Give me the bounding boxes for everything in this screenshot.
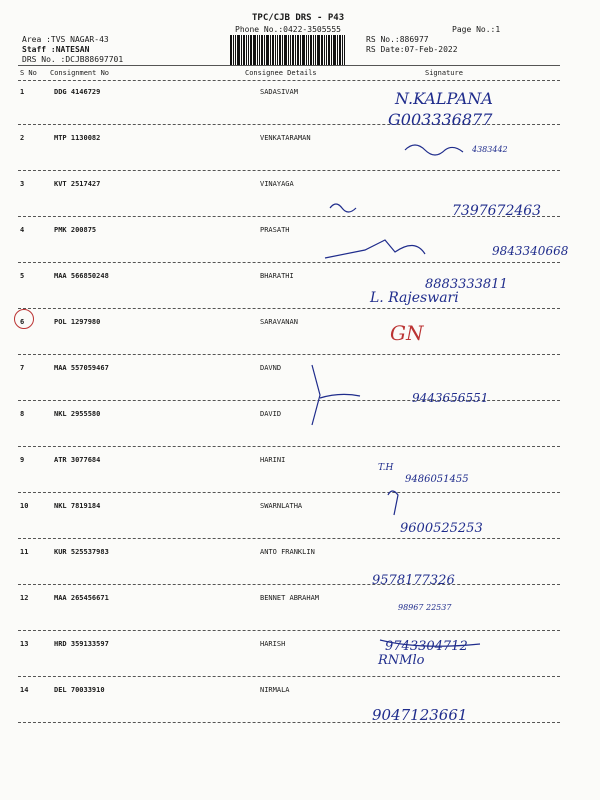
col-consignment: Consignment No bbox=[50, 69, 110, 77]
row-divider bbox=[18, 630, 560, 631]
row-divider bbox=[18, 722, 560, 723]
row-9-signature-initials: T.H bbox=[378, 463, 394, 473]
row-5-signature-phone: 8883333811 bbox=[425, 277, 508, 292]
rs-number: RS No.:886977 bbox=[366, 35, 429, 44]
serial-number: 9 bbox=[20, 456, 25, 464]
serial-number: 6 bbox=[20, 318, 25, 326]
row-10-signature: 9600525253 bbox=[400, 521, 483, 536]
consignee-name: HARINI bbox=[260, 456, 286, 464]
consignment-number: POL 1297980 bbox=[54, 318, 101, 326]
serial-number: 8 bbox=[20, 410, 25, 418]
consignment-number: KUR 525537983 bbox=[54, 548, 109, 556]
serial-number: 3 bbox=[20, 180, 25, 188]
serial-number: 11 bbox=[20, 548, 29, 556]
consignment-number: PMK 200875 bbox=[54, 226, 97, 234]
consignment-number: DEL 70033910 bbox=[54, 686, 105, 694]
consignment-number: MAA 566850248 bbox=[54, 272, 109, 280]
serial-number: 10 bbox=[20, 502, 29, 510]
row-divider bbox=[18, 676, 560, 677]
row-11-signature: 9578177326 bbox=[372, 573, 455, 588]
serial-number: 13 bbox=[20, 640, 29, 648]
table-row bbox=[0, 638, 600, 684]
consignee-name: VENKATARAMAN bbox=[260, 134, 311, 142]
row-divider bbox=[18, 400, 560, 401]
consignee-name: DAVID bbox=[260, 410, 282, 418]
consignment-number: MAA 265456671 bbox=[54, 594, 109, 602]
row-5-signature-name: L. Rajeswari bbox=[370, 290, 459, 306]
row-9-signature-phone: 9486051455 bbox=[405, 474, 469, 485]
serial-number: 5 bbox=[20, 272, 25, 280]
consignment-number: MAA 557059467 bbox=[54, 364, 109, 372]
staff-label: Staff :NATESAN bbox=[22, 45, 90, 54]
consignee-name: SADASIVAM bbox=[260, 88, 298, 96]
phone-number: Phone No.:0422-3505555 bbox=[235, 25, 341, 34]
table-row bbox=[0, 454, 600, 500]
row-13-signature-phone: 9743304712 bbox=[385, 639, 468, 654]
table-row bbox=[0, 684, 600, 730]
row-divider bbox=[18, 216, 560, 217]
consignee-name: ANTO FRANKLIN bbox=[260, 548, 315, 556]
table-row bbox=[0, 546, 600, 592]
table-row bbox=[0, 408, 600, 454]
consignee-name: BENNET ABRAHAM bbox=[260, 594, 320, 602]
area-label: Area :TVS NAGAR-43 bbox=[22, 35, 109, 44]
table-row bbox=[0, 178, 600, 224]
consignment-number: NKL 7819184 bbox=[54, 502, 101, 510]
table-row bbox=[0, 224, 600, 270]
drs-number: DRS No. :DCJB88697701 bbox=[22, 55, 124, 64]
consignee-name: NIRMALA bbox=[260, 686, 290, 694]
row-divider bbox=[18, 170, 560, 171]
serial-number: 4 bbox=[20, 226, 25, 234]
consignee-name: BHARATHI bbox=[260, 272, 294, 280]
header-rule bbox=[18, 65, 560, 66]
row-7-8-signature: 9443656551 bbox=[412, 391, 489, 405]
row-14-signature: 9047123661 bbox=[372, 706, 468, 724]
page-number: Page No.:1 bbox=[452, 25, 501, 34]
consignment-number: KVT 2517427 bbox=[54, 180, 101, 188]
row-13-signature-name: RNMlo bbox=[378, 653, 425, 668]
row-divider bbox=[18, 492, 560, 493]
row-2-signature: 4383442 bbox=[472, 145, 508, 154]
consignment-number: NKL 2955580 bbox=[54, 410, 101, 418]
row-4-signature: 9843340668 bbox=[492, 244, 569, 258]
row-divider bbox=[18, 262, 560, 263]
sheet-title: TPC/CJB DRS - P43 bbox=[252, 13, 345, 23]
row-3-signature: 7397672463 bbox=[452, 203, 542, 219]
serial-number: 7 bbox=[20, 364, 25, 372]
table-row bbox=[0, 132, 600, 178]
row-divider bbox=[18, 308, 560, 309]
row-divider bbox=[18, 354, 560, 355]
table-row bbox=[0, 316, 600, 362]
consignment-number: HRD 359133597 bbox=[54, 640, 109, 648]
column-rule bbox=[18, 80, 560, 81]
table-row bbox=[0, 592, 600, 638]
consignee-name: HARISH bbox=[260, 640, 286, 648]
row-6-circle-mark bbox=[14, 309, 34, 329]
table-row bbox=[0, 86, 600, 132]
consignment-number: ATR 3077684 bbox=[54, 456, 101, 464]
serial-number: 1 bbox=[20, 88, 25, 96]
consignee-name: PRASATH bbox=[260, 226, 290, 234]
consignment-number: MTP 1130082 bbox=[54, 134, 101, 142]
row-6-signature: GN bbox=[390, 321, 424, 345]
row-divider bbox=[18, 124, 560, 125]
serial-number: 12 bbox=[20, 594, 29, 602]
row-divider bbox=[18, 446, 560, 447]
row-1-signature-id: G003336877 bbox=[388, 110, 493, 129]
barcode bbox=[230, 35, 358, 65]
col-signature: Signature bbox=[425, 69, 463, 77]
serial-number: 2 bbox=[20, 134, 25, 142]
consignee-name: SARAVANAN bbox=[260, 318, 298, 326]
row-divider bbox=[18, 584, 560, 585]
row-12-signature: 98967 22537 bbox=[398, 603, 452, 612]
row-1-signature-name: N.KALPANA bbox=[395, 89, 493, 108]
row-divider bbox=[18, 538, 560, 539]
table-row bbox=[0, 500, 600, 546]
col-consignee: Consignee Details bbox=[245, 69, 317, 77]
rs-date: RS Date:07-Feb-2022 bbox=[366, 45, 458, 54]
table-row bbox=[0, 362, 600, 408]
consignee-name: SWARNLATHA bbox=[260, 502, 303, 510]
table-row bbox=[0, 270, 600, 316]
serial-number: 14 bbox=[20, 686, 29, 694]
consignee-name: VINAYAGA bbox=[260, 180, 294, 188]
col-sno: S No bbox=[20, 69, 37, 77]
consignment-number: DDG 4146729 bbox=[54, 88, 101, 96]
consignee-name: DAVND bbox=[260, 364, 282, 372]
